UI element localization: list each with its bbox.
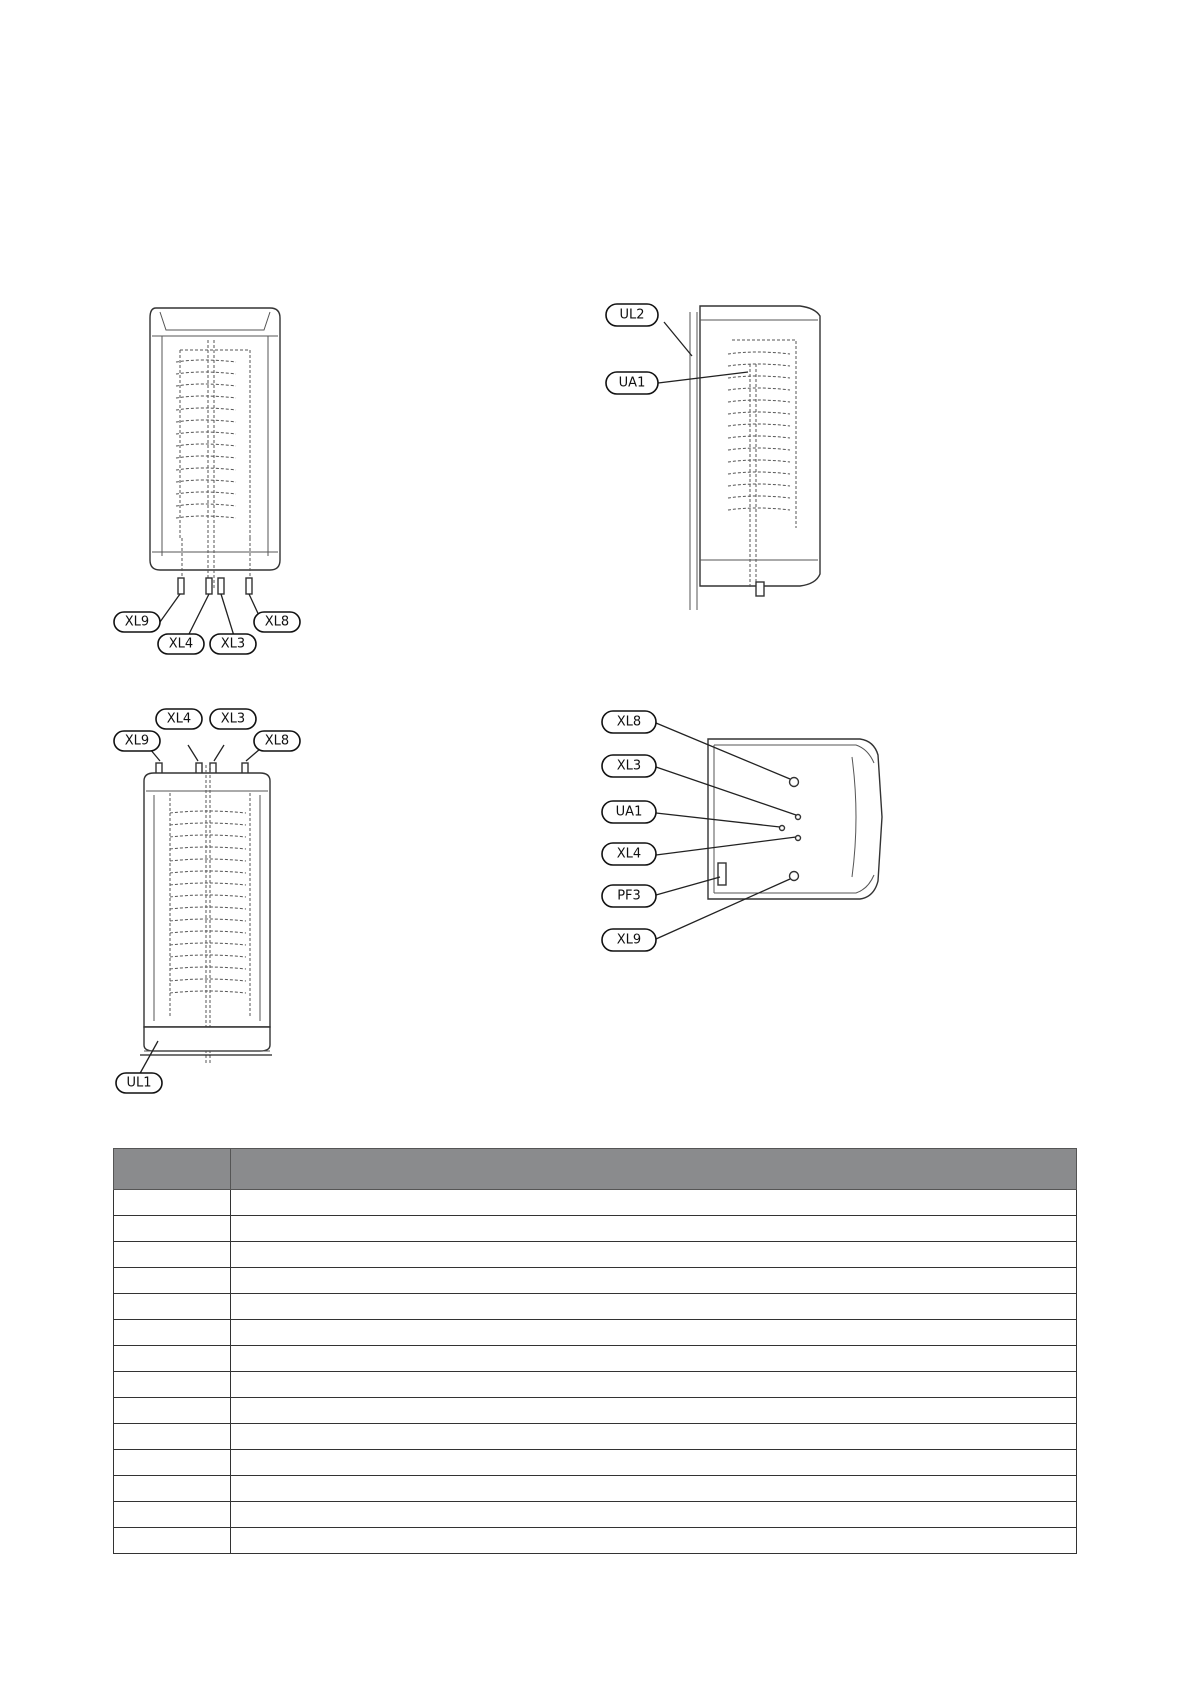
table-row bbox=[114, 1190, 1077, 1216]
svg-text:UL1: UL1 bbox=[126, 1075, 152, 1091]
label-ul1 bbox=[116, 1073, 162, 1093]
svg-text:XL4: XL4 bbox=[168, 636, 194, 652]
svg-text:XL4: XL4 bbox=[166, 711, 192, 727]
svg-text:XL3: XL3 bbox=[220, 711, 246, 727]
svg-text:UL2: UL2 bbox=[619, 307, 645, 323]
figure-top bbox=[598, 705, 888, 955]
svg-text:XL3: XL3 bbox=[220, 636, 246, 652]
table-row bbox=[114, 1450, 1077, 1476]
table-row bbox=[114, 1320, 1077, 1346]
label-xl8 bbox=[254, 612, 300, 632]
label-xl9 bbox=[602, 929, 656, 951]
svg-text:UA1: UA1 bbox=[615, 804, 643, 820]
label-xl9 bbox=[114, 731, 160, 751]
table-row bbox=[114, 1268, 1077, 1294]
table-row bbox=[114, 1502, 1077, 1528]
figure-front-top bbox=[110, 705, 310, 1095]
table-row bbox=[114, 1242, 1077, 1268]
svg-text:XL9: XL9 bbox=[124, 614, 150, 630]
label-xl4 bbox=[156, 709, 202, 729]
table-row bbox=[114, 1424, 1077, 1450]
table-row bbox=[114, 1398, 1077, 1424]
table-header-description bbox=[231, 1149, 1077, 1190]
table-row bbox=[114, 1346, 1077, 1372]
figure-front-bottom bbox=[110, 300, 310, 660]
label-xl4 bbox=[158, 634, 204, 654]
svg-text:XL8: XL8 bbox=[616, 714, 642, 730]
label-xl8 bbox=[602, 711, 656, 733]
label-xl8 bbox=[254, 731, 300, 751]
table-row bbox=[114, 1476, 1077, 1502]
svg-text:XL4: XL4 bbox=[616, 846, 642, 862]
svg-text:XL8: XL8 bbox=[264, 733, 290, 749]
svg-text:XL3: XL3 bbox=[616, 758, 642, 774]
label-ul2 bbox=[606, 304, 658, 326]
table-header-designation bbox=[114, 1149, 231, 1190]
figure-side bbox=[600, 298, 840, 618]
svg-text:XL9: XL9 bbox=[124, 733, 150, 749]
label-xl3 bbox=[602, 755, 656, 777]
svg-text:XL9: XL9 bbox=[616, 932, 642, 948]
svg-text:UA1: UA1 bbox=[618, 375, 646, 391]
component-table bbox=[113, 1148, 1077, 1554]
label-ua1 bbox=[602, 801, 656, 823]
table-row bbox=[114, 1372, 1077, 1398]
label-pf3 bbox=[602, 885, 656, 907]
label-xl3 bbox=[210, 709, 256, 729]
label-xl9 bbox=[114, 612, 160, 632]
table-header-row bbox=[114, 1149, 1077, 1190]
svg-text:XL8: XL8 bbox=[264, 614, 290, 630]
label-xl3 bbox=[210, 634, 256, 654]
table-row bbox=[114, 1294, 1077, 1320]
svg-text:PF3: PF3 bbox=[617, 888, 641, 904]
table-row bbox=[114, 1216, 1077, 1242]
table-row bbox=[114, 1528, 1077, 1554]
label-ua1 bbox=[606, 372, 658, 394]
label-xl4 bbox=[602, 843, 656, 865]
